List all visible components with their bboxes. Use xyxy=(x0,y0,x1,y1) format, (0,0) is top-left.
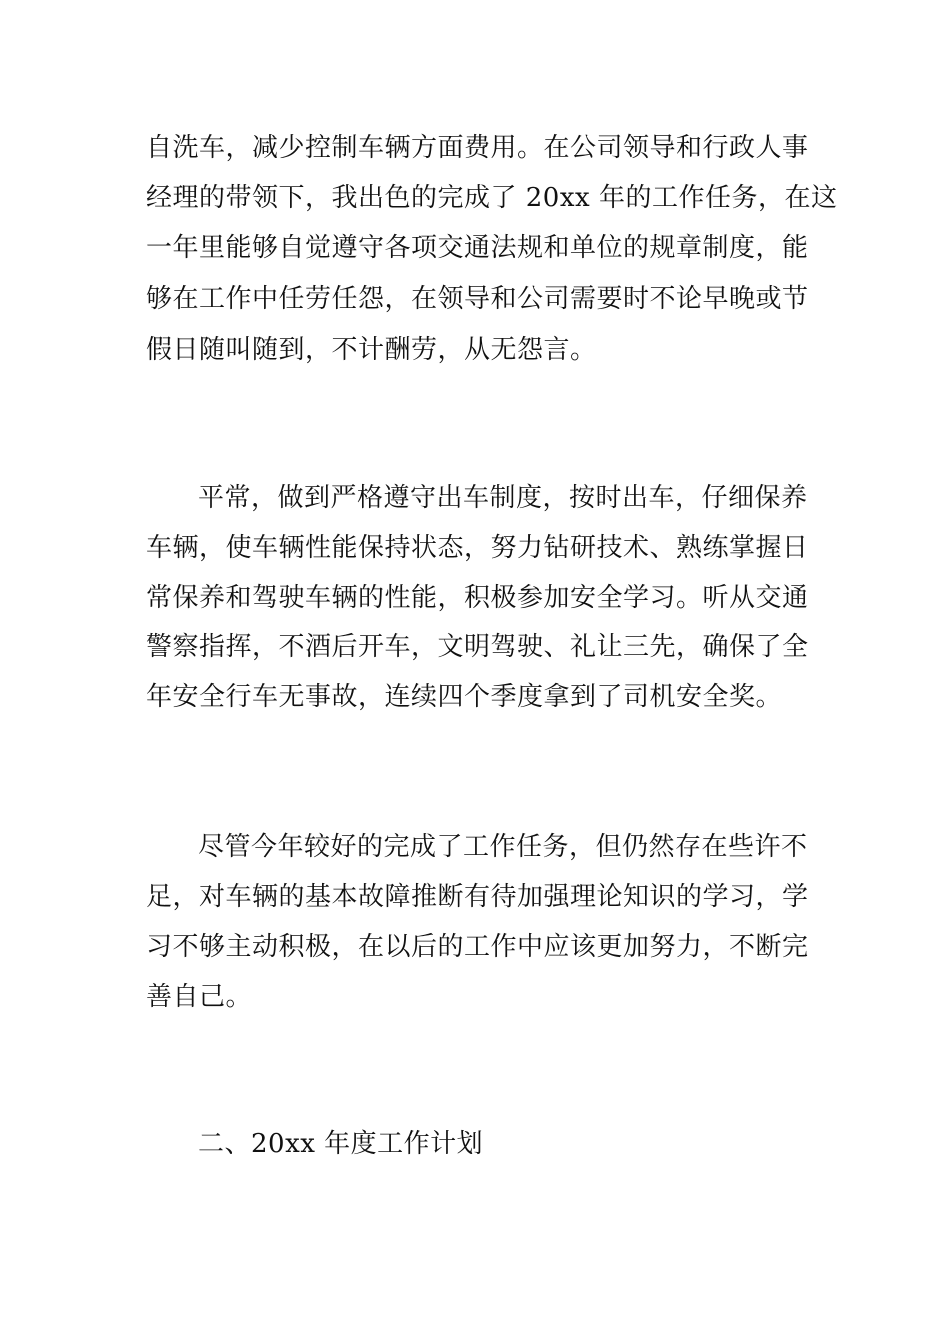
paragraph-line: 善自己。 xyxy=(146,982,253,1012)
paragraph-line: 车辆，使车辆性能保持状态，努力钻研技术、熟练掌握日 xyxy=(146,533,809,563)
paragraph-line: 平常，做到严格遵守出车制度，按时出车，仔细保养 xyxy=(198,483,808,513)
paragraph-line: 自洗车，减少控制车辆方面费用。在公司领导和行政人事 xyxy=(146,133,809,163)
paragraph-line: 假日随叫随到，不计酬劳，从无怨言。 xyxy=(146,335,597,365)
paragraph-line: 足，对车辆的基本故障推断有待加强理论知识的学习，学 xyxy=(146,882,809,912)
paragraph-line: 年安全行车无事故，连续四个季度拿到了司机安全奖。 xyxy=(146,682,783,712)
paragraph-line: 常保养和驾驶车辆的性能，积极参加安全学习。听从交通 xyxy=(146,583,809,613)
section-heading: 二、20xx 年度工作计划 xyxy=(198,1129,484,1159)
paragraph-line: 习不够主动积极，在以后的工作中应该更加努力，不断完 xyxy=(146,932,809,962)
paragraph-line: 够在工作中任劳任怨，在领导和公司需要时不论早晚或节 xyxy=(146,284,809,314)
paragraph-line: 警察指挥，不酒后开车，文明驾驶、礼让三先，确保了全 xyxy=(146,632,809,662)
paragraph-line: 尽管今年较好的完成了工作任务，但仍然存在些许不 xyxy=(198,832,808,862)
paragraph-line: 一年里能够自觉遵守各项交通法规和单位的规章制度，能 xyxy=(146,233,809,263)
paragraph-line: 经理的带领下，我出色的完成了 20xx 年的工作任务，在这 xyxy=(146,183,838,213)
